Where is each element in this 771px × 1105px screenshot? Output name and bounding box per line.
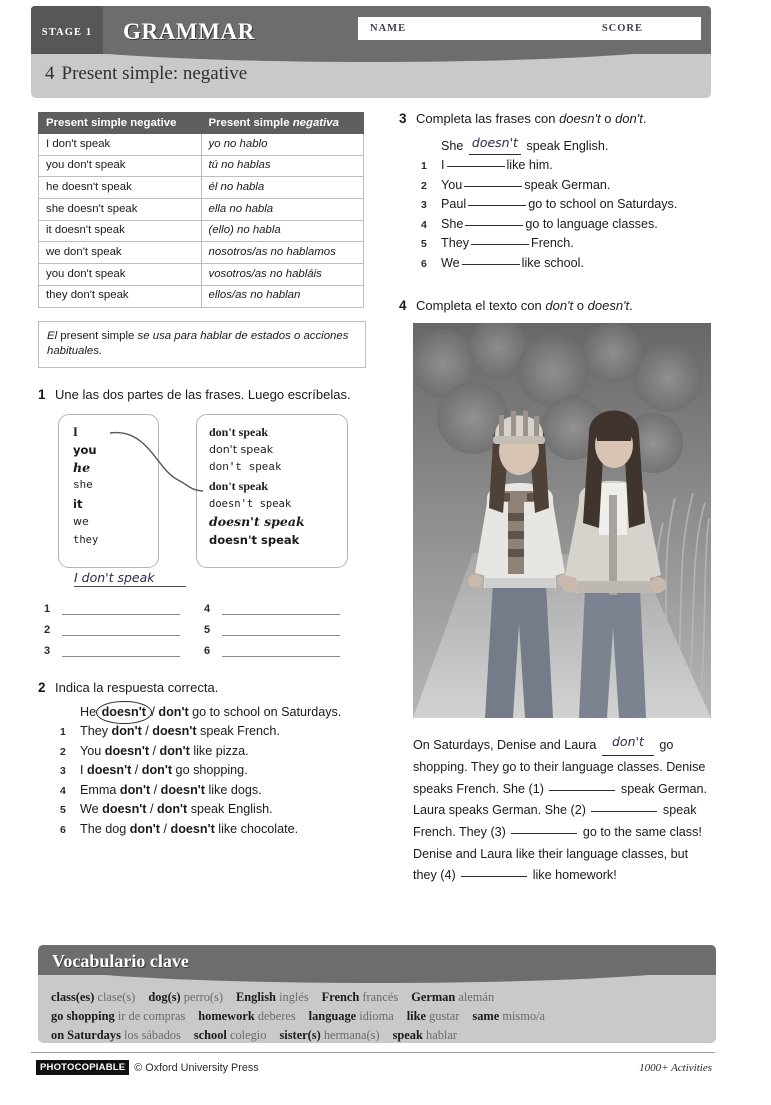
handwritten-answer: doesn't <box>471 134 518 150</box>
vocabulary-section <box>38 945 716 1043</box>
filled-blank[interactable] <box>469 134 521 156</box>
answer-lines-right <box>198 594 358 657</box>
choice-option[interactable]: don't <box>111 724 142 739</box>
page-footer <box>36 1060 716 1075</box>
cell-es: vosotros/as no habláis <box>201 264 364 286</box>
exercise-4-passage: On Saturdays, Denise and Laura don't go shopping. They go to their language classes. Denise speaks French. She (1) speak German. Laura speaks German. She (2) speak French. They (3) go to the same class! Denise and Laura like their language classes, but they (4) like homework! <box>413 734 708 883</box>
list-item[interactable]: he <box>73 460 91 476</box>
list-item[interactable]: don't speak <box>209 443 274 457</box>
exercise-3-heading <box>399 110 714 128</box>
vocab-pair: homework deberes <box>198 1008 296 1023</box>
line-number: 5 <box>204 624 211 637</box>
exercise-4-instruction: Completa el texto con don't o doesn't. <box>416 298 633 314</box>
cell-en: we don't speak <box>39 242 202 264</box>
exercise-1-number: 1 <box>38 387 46 403</box>
list-item[interactable]: it <box>73 497 83 512</box>
cell-en: she doesn't speak <box>39 199 202 221</box>
answer-blank[interactable] <box>465 225 523 226</box>
example-post: go to school on Saturdays. <box>188 704 342 719</box>
choice-option[interactable]: don't <box>156 802 188 817</box>
choice-option[interactable]: don't <box>119 782 151 797</box>
exercise-2-item: 5 We doesn't / don't speak English. <box>55 800 368 820</box>
vocabulary-line <box>51 1026 701 1043</box>
vocab-pair: French francés <box>321 990 399 1004</box>
score-label: SCORE <box>601 23 643 34</box>
item-number: 5 <box>60 804 66 817</box>
answer-blank[interactable] <box>461 876 527 877</box>
exercise-3-example: She doesn't speak English. <box>416 134 714 157</box>
exercise-3-instruction: Completa las frases con doesn't o don't. <box>416 111 647 126</box>
answer-blank[interactable] <box>222 621 340 636</box>
table-header-row <box>39 113 364 134</box>
vocab-pair: class(es) clase(s) <box>51 990 136 1004</box>
cell-es: él no habla <box>201 177 364 199</box>
cell-es: (ello) no habla <box>201 220 364 242</box>
exercise-3-item: 5 They French. <box>416 234 714 254</box>
vocabulary-line <box>51 988 701 1007</box>
answer-blank[interactable] <box>468 205 526 206</box>
answer-blank[interactable] <box>222 642 340 657</box>
vocab-pair: German alemán <box>411 990 495 1004</box>
matching-right-list <box>197 415 347 549</box>
vocabulary-header <box>38 945 716 978</box>
item-number: 3 <box>421 199 427 212</box>
list-item[interactable]: don't speak <box>209 479 269 494</box>
cell-en: I don't speak <box>39 134 202 156</box>
unit-title: Present simple: negative <box>61 63 248 84</box>
answer-blank[interactable] <box>464 186 522 187</box>
line-number: 1 <box>44 603 51 616</box>
list-item[interactable]: we <box>73 515 89 529</box>
cell-es: ella no habla <box>201 199 364 221</box>
cell-en: you don't speak <box>39 264 202 286</box>
vocab-pair: on Saturdays los sábados <box>51 1027 181 1042</box>
series-title: 1000+ Activities <box>639 1061 712 1074</box>
handwritten-answer: don't <box>612 734 644 750</box>
answer-blank[interactable] <box>471 244 529 245</box>
choice-option[interactable]: doesn't <box>170 822 215 836</box>
item-number: 6 <box>60 824 66 836</box>
example-pre: He <box>80 704 100 719</box>
footer-divider <box>31 1052 715 1053</box>
list-item[interactable]: she <box>73 480 93 493</box>
answer-blank[interactable] <box>549 790 615 791</box>
exercise-1-answer-lines <box>38 594 368 657</box>
exercise-3-item: 3 Paul go to school on Saturdays. <box>416 195 714 215</box>
list-item[interactable]: doesn't speak <box>209 533 300 548</box>
cell-en: he doesn't speak <box>39 177 202 199</box>
item-number: 1 <box>60 726 66 739</box>
cell-en: it doesn't speak <box>39 220 202 242</box>
table-row <box>39 220 364 242</box>
exercise-2-item: 4 Emma don't / doesn't like dogs. <box>55 781 368 801</box>
answer-blank[interactable] <box>447 166 505 167</box>
exercise-3-item: 1 I like him. <box>416 156 714 176</box>
page-header <box>31 6 711 98</box>
answer-blank[interactable] <box>591 811 657 812</box>
cell-en: you don't speak <box>39 155 202 177</box>
name-score-box[interactable] <box>358 17 701 40</box>
copyright-text: © Oxford University Press <box>134 1061 259 1074</box>
exercise-3-item: 6 We like school. <box>416 254 714 274</box>
note-part-1: El <box>47 329 61 342</box>
left-column <box>38 112 368 840</box>
list-item[interactable]: doesn't speak <box>209 498 292 511</box>
table-row <box>39 177 364 199</box>
conjugation-table <box>38 112 364 308</box>
choice-option[interactable]: don't <box>129 822 160 836</box>
list-item[interactable]: don't speak <box>209 462 282 475</box>
item-number: 4 <box>60 784 66 797</box>
stage-label: STAGE 1 <box>41 26 93 38</box>
item-number: 3 <box>60 765 66 778</box>
line-number: 2 <box>44 624 51 637</box>
cell-es: yo no hablo <box>201 134 364 156</box>
photo-graphic <box>413 323 711 718</box>
matching-box-left[interactable] <box>58 414 159 568</box>
exercise-2-items <box>55 703 368 840</box>
photocopiable-badge: PHOTOCOPIABLE <box>36 1060 129 1075</box>
item-number: 6 <box>421 257 427 270</box>
exercise-3-item: 4 She go to language classes. <box>416 215 714 235</box>
choice-option[interactable]: doesn't <box>102 802 147 817</box>
answer-line-row <box>38 615 198 636</box>
cell-en: they don't speak <box>39 285 202 307</box>
photo-container <box>399 323 714 723</box>
vocabulary-list <box>51 988 701 1043</box>
two-girls-walking-photo <box>413 323 711 718</box>
exercise-2-item: 2 You doesn't / don't like pizza. <box>55 742 368 762</box>
exercise-2-item: 3 I doesn't / don't go shopping. <box>55 761 368 781</box>
table-row <box>39 155 364 177</box>
exercise-2-item: 1 They don't / doesn't speak French. <box>55 722 368 742</box>
exercise-4-heading <box>399 297 714 315</box>
line-number: 4 <box>204 603 211 616</box>
table-row <box>39 264 364 286</box>
list-item[interactable]: they <box>73 534 99 547</box>
vocab-pair: like gustar <box>406 1008 460 1023</box>
answer-blank[interactable] <box>511 833 577 834</box>
item-number: 2 <box>421 179 427 192</box>
vocabulary-line <box>51 1007 701 1026</box>
choice-option[interactable]: doesn't <box>160 782 205 797</box>
answer-line-row <box>38 594 198 615</box>
vocab-pair: sister(s) hermana(s) <box>279 1027 380 1042</box>
item-number: 2 <box>60 745 66 758</box>
answer-lines-left <box>38 594 198 657</box>
unit-subheader <box>31 54 711 98</box>
exercise-2-example <box>55 703 368 723</box>
choice-option[interactable]: doesn't <box>104 743 150 758</box>
grammar-note <box>38 321 366 369</box>
vocab-pair: language idioma <box>308 1008 394 1023</box>
handwritten-answer: I don't speak <box>74 570 155 586</box>
choice-option[interactable]: don't <box>158 704 189 719</box>
table-row <box>39 199 364 221</box>
list-item[interactable]: doesn't speak <box>209 514 305 530</box>
answer-line-row <box>198 615 358 636</box>
table-body <box>39 134 364 308</box>
name-label: NAME <box>370 23 407 34</box>
vocab-pair: school colegio <box>193 1027 267 1042</box>
exercise-1-instruction: Une las dos partes de las frases. Luego escríbelas. <box>55 387 351 403</box>
table-row <box>39 285 364 307</box>
exercise-4-number: 4 <box>399 298 407 314</box>
table-row <box>39 134 364 156</box>
exercise-2-item: 6 The dog don't / doesn't like chocolate. <box>55 820 368 840</box>
answer-line-row <box>38 636 198 657</box>
filled-blank[interactable] <box>602 732 654 756</box>
subheader-curve <box>31 54 711 62</box>
vocabulary-title: Vocabulario clave <box>52 951 189 971</box>
vocab-pair: go shopping ir de compras <box>51 1008 186 1023</box>
note-part-2: present simple <box>60 329 135 342</box>
item-number: 4 <box>421 218 427 231</box>
item-number: 1 <box>421 160 427 173</box>
line-number: 3 <box>44 645 51 658</box>
vocabulary-curve <box>38 975 716 983</box>
exercise-3-items <box>416 134 714 274</box>
matching-exercise[interactable] <box>38 414 368 566</box>
header-bar <box>31 6 711 58</box>
matching-box-right[interactable] <box>196 414 348 568</box>
choice-option[interactable]: doesn't <box>87 763 132 778</box>
table-head-english: Present simple negative <box>39 113 202 134</box>
choice-option[interactable]: don't <box>141 763 173 778</box>
list-item[interactable]: I <box>73 425 78 440</box>
cell-es: ellos/as no hablan <box>201 285 364 307</box>
answer-line-row <box>198 594 358 615</box>
exercise-2-instruction: Indica la respuesta correcta. <box>55 680 219 696</box>
circled-answer[interactable]: doesn't <box>100 703 148 723</box>
vocabulary-body <box>38 975 716 1043</box>
cell-es: nosotros/as no hablamos <box>201 242 364 264</box>
item-number: 5 <box>421 238 427 251</box>
note-part-3: se usa para hablar de estados o acciones habituales. <box>47 329 349 357</box>
exercise-2-heading <box>38 679 368 697</box>
matching-left-list <box>59 415 158 549</box>
answer-line-row <box>198 636 358 657</box>
choice-option[interactable]: doesn't <box>152 724 197 739</box>
exercise-1-sample-answer <box>74 570 194 587</box>
exercise-3-number: 3 <box>399 111 407 126</box>
line-number: 6 <box>204 645 211 658</box>
answer-blank[interactable] <box>462 264 520 265</box>
header-title: GRAMMAR <box>123 19 255 44</box>
answer-blank[interactable] <box>62 600 180 615</box>
exercise-3-item: 2 You speak German. <box>416 176 714 196</box>
choice-option[interactable]: don't <box>159 743 190 758</box>
exercise-2-number: 2 <box>38 680 46 696</box>
unit-number: 4 <box>45 63 55 84</box>
answer-blank[interactable] <box>62 642 180 657</box>
list-item[interactable]: don't speak <box>209 425 269 440</box>
answer-blank[interactable] <box>222 600 340 615</box>
choice-separator: / <box>147 704 159 719</box>
answer-blank[interactable] <box>62 621 180 636</box>
list-item[interactable]: you <box>73 443 97 458</box>
exercise-1-heading <box>38 386 368 404</box>
table-head-spanish: Present simple negativa <box>201 113 364 134</box>
unit-heading <box>45 63 247 85</box>
right-column <box>399 110 714 887</box>
vocab-pair: speak hablar <box>392 1027 457 1042</box>
vocab-pair: same mismo/a <box>472 1008 546 1023</box>
cell-es: tú no hablas <box>201 155 364 177</box>
table-row <box>39 242 364 264</box>
vocab-pair: dog(s) perro(s) <box>148 990 223 1004</box>
vocab-pair: English inglés <box>236 990 309 1004</box>
sample-answer-rule <box>74 586 186 587</box>
stage-badge <box>31 6 103 58</box>
